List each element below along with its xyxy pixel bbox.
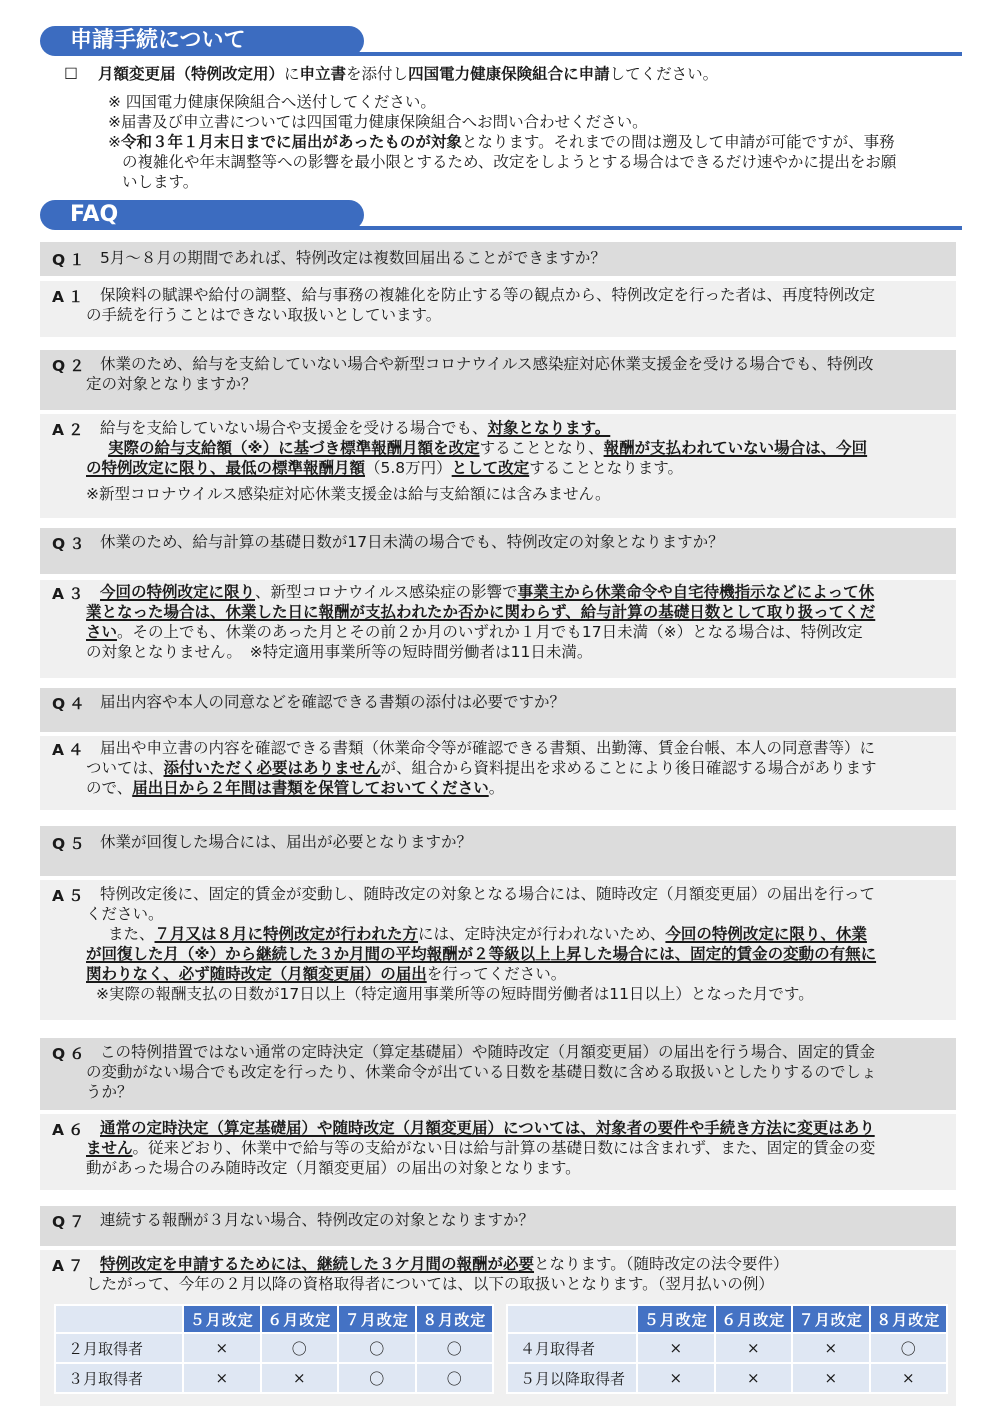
application-note-3-line-2: の複雑化や年末調整等への影響を最小限とするため、改定をしようとする場合はできるだけ速やかに提出をお願 bbox=[122, 153, 897, 171]
faq-q7: Q７ 連続する報酬が３月ない場合、特例改定の対象となりますか？ bbox=[40, 1206, 956, 1246]
faq-q3: Q３ 休業のため、給与計算の基礎日数が17日未満の場合でも、特例改定の対象となりますか？ bbox=[40, 528, 956, 574]
application-checkbox[interactable]: ☐ bbox=[64, 65, 78, 83]
table-row: ２月取得者 × 〇 〇 〇 bbox=[55, 1333, 493, 1363]
application-note-1: ※ 四国電力健康保険組合へ送付してください。 bbox=[108, 93, 436, 111]
table-corner bbox=[507, 1305, 637, 1333]
table-corner bbox=[55, 1305, 183, 1333]
section-title: FAQ bbox=[40, 200, 364, 230]
table-header: ７月改定 bbox=[792, 1305, 870, 1333]
table-header: ５月改定 bbox=[183, 1305, 261, 1333]
application-note-2: ※届書及び申立書については四国電力健康保険組合へお問い合わせください。 bbox=[108, 113, 648, 131]
section-header-faq bbox=[40, 200, 962, 230]
table-header: ８月改定 bbox=[870, 1305, 948, 1333]
table-header: ７月改定 bbox=[338, 1305, 416, 1333]
table-header: ６月改定 bbox=[715, 1305, 793, 1333]
section-rule bbox=[320, 52, 962, 56]
table-left bbox=[54, 1304, 494, 1394]
faq-q2: Q２ 休業のため、給与を支給していない場合や新型コロナウイルス感染症対応休業支援金を受ける場合でも、特例改 定の対象となりますか？ bbox=[40, 350, 956, 410]
section-title: 申請手続について bbox=[40, 26, 364, 56]
faq-a4: A４ 届出や申立書の内容を確認できる書類（休業命令等が確認できる書類、出勤簿、賃金台帳、本人の同意書等）に ついては、添付いただく必要はありませんが、組合から資料提出を求めることにより後日確認する場合があります ので、届出日から２年間は書類を保管しておいてください。 bbox=[40, 736, 956, 810]
section-rule bbox=[320, 226, 962, 230]
faq-q6: Q６ この特例措置ではない通常の定時決定（算定基礎届）や随時改定（月額変更届）の届出を行う場合、固定的賃金 の変動がない場合でも改定を行ったり、休業命令が出ている日数を基礎日数に含める取扱いとしたりするのでしょ うか？ bbox=[40, 1038, 956, 1110]
faq-a3: A３ 今回の特例改定に限り、新型コロナウイルス感染症の影響で事業主から休業命令や自宅待機指示などによって休 業となった場合は、休業した日に報酬が支払われたか否かに関わらず、給与計算の基礎日数として取り扱ってくだ さい。その上でも、休業のあった月とその前２か月のいずれか１月でも17日未満（※）となる場合は、特例改定 の対象となりません。 ※特定適用事業所等の短時間労働者は11日未満。 bbox=[40, 580, 956, 678]
faq-a6: A６ 通常の定時決定（算定基礎届）や随時改定（月額変更届）については、対象者の要件や手続き方法に変更はあり ません。従来どおり、休業中で給与等の支給がない日は給与計算の基礎日数には含まれず、また、固定的賃金の変 動があった場合のみ随時改定（月額変更届）の届出の対象となります。 bbox=[40, 1114, 956, 1190]
section-header-application bbox=[40, 26, 962, 56]
table-row: ３月取得者 × × 〇 〇 bbox=[55, 1363, 493, 1393]
faq-a2: A２ 給与を支給していない場合や支援金を受ける場合でも、対象となります。 実際の給与支給額（※）に基づき標準報酬月額を改定することとなり、報酬が支払われていない場合は、今回 の特例改定に限り、最低の標準報酬月額（5.8万円）として改定することとなります。 ※新型コロナウイルス感染症対応休業支援金は給与支給額には含みません。 bbox=[40, 414, 956, 518]
faq-a7: A７ 特例改定を申請するためには、継続した３ケ月間の報酬が必要となります。（随時改定の法令要件） したがって、今年の２月以降の資格取得者については、以下の取扱いとなります。（翌月払いの例） bbox=[40, 1250, 956, 1406]
application-main: 月額変更届（特例改定用）に申立書を添付し四国電力健康保険組合に申請してください。 bbox=[98, 65, 719, 83]
table-header: ６月改定 bbox=[261, 1305, 339, 1333]
faq-a1: A１ 保険料の賦課や給付の調整、給与事務の複雑化を防止する等の観点から、特例改定を行った者は、再度特例改定 の手続を行うことはできない取扱いとしています。 bbox=[40, 281, 956, 337]
faq-q5: Q５ 休業が回復した場合には、届出が必要となりますか？ bbox=[40, 826, 956, 876]
application-note-3: ※令和３年１月末日までに届出があったものが対象となります。それまでの間は遡及して申請が可能ですが、事務 bbox=[108, 133, 895, 151]
faq-q1: Q１ 5月～８月の期間であれば、特例改定は複数回届出ることができますか？ bbox=[40, 242, 956, 276]
table-header: ５月改定 bbox=[637, 1305, 715, 1333]
table-row: ４月取得者 × × × 〇 bbox=[507, 1333, 947, 1363]
faq-a5: A５ 特例改定後に、固定的賃金が変動し、随時改定の対象となる場合には、随時改定（月額変更届）の届出を行って ください。 また、７月又は８月に特例改定が行われた方には、定時決定が行われないため、今回の特例改定に限り、休業 が回復した月（※）から継続した３か月間の平均報酬が２等級以上上昇した場合には、固定的賃金の変動の有無に 関わりなく、必ず随時改定（月額変更届）の届出を行ってください。 ※実際の報酬支払の日数が17日以上（特定適用事業所等の短時間労働者は11日以上）となった月です。 bbox=[40, 880, 956, 1020]
application-note-3-line-3: いします。 bbox=[122, 173, 199, 191]
table-right bbox=[506, 1304, 948, 1394]
table-header: ８月改定 bbox=[416, 1305, 494, 1333]
table-row: ５月以降取得者 × × × × bbox=[507, 1363, 947, 1393]
faq-q4: Q４ 届出内容や本人の同意などを確認できる書類の添付は必要ですか？ bbox=[40, 688, 956, 732]
